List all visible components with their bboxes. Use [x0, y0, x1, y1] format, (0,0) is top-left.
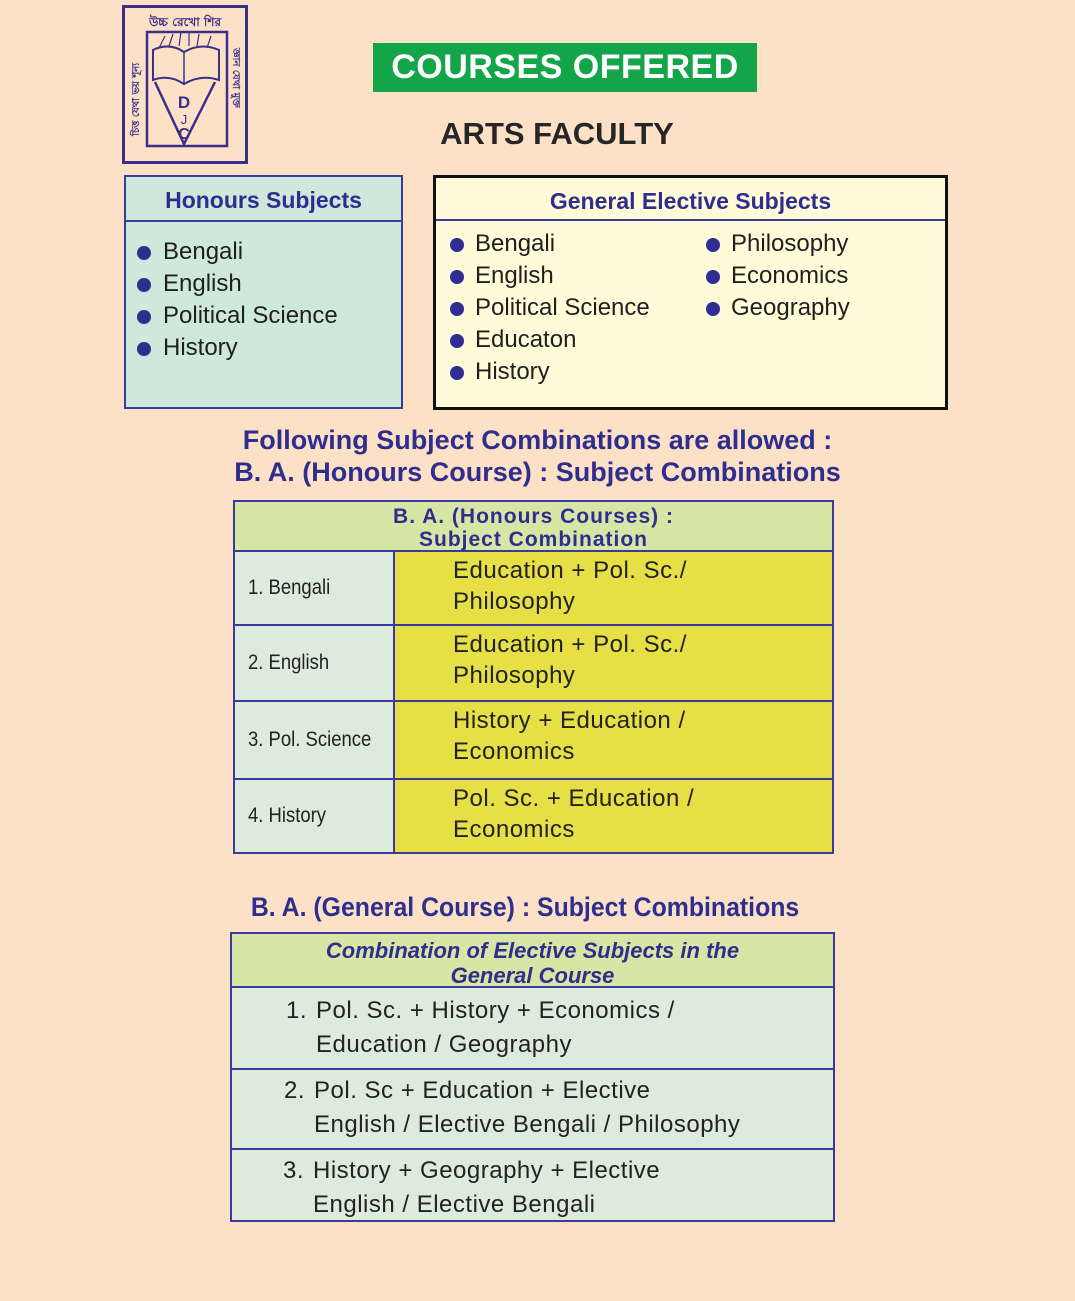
bullet-icon [137, 310, 151, 324]
bullet-icon [137, 342, 151, 356]
logo-left-text: চিত্ত যেথা ভয় শূন্য [131, 62, 142, 136]
table-row: 1. Pol. Sc. + History + Economics / Education / Geography [286, 997, 675, 1058]
list-item: History [436, 356, 686, 388]
combination-cell: Pol. Sc. + Education / Economics [395, 780, 832, 852]
elective-list-left [436, 228, 686, 388]
bullet-icon [706, 270, 720, 284]
general-table-header: Combination of Elective Subjects in the General Course [232, 934, 833, 988]
elective-list-right [692, 228, 942, 324]
bullet-icon [137, 278, 151, 292]
honours-table-header: B. A. (Honours Courses) : Subject Combination [235, 502, 832, 552]
honours-combination-table [233, 500, 834, 854]
logo-letter-d: D [177, 93, 191, 112]
list-item: Philosophy [692, 228, 942, 260]
combination-cell: History + Education / Economics [395, 702, 832, 778]
college-logo [122, 5, 248, 164]
bullet-icon [137, 246, 151, 260]
courses-offered-banner: COURSES OFFERED [373, 43, 757, 92]
table-row [235, 624, 832, 700]
subject-cell: 3. Pol. Science [235, 702, 395, 778]
bullet-icon [450, 366, 464, 380]
combination-cell: Education + Pol. Sc./ Philosophy [395, 626, 832, 700]
table-row: 3. History + Geography + Elective English / Elective Bengali [232, 1148, 833, 1220]
bullet-icon [706, 302, 720, 316]
list-item: Political Science [436, 292, 686, 324]
combination-cell: Education + Pol. Sc./ Philosophy [395, 552, 832, 624]
list-item: Bengali [436, 228, 686, 260]
combinations-heading [160, 424, 915, 488]
list-item: Educaton [436, 324, 686, 356]
arts-faculty-heading: ARTS FACULTY [440, 116, 674, 151]
table-row [235, 700, 832, 778]
list-item: English [436, 260, 686, 292]
combinations-heading-line2: B. A. (Honours Course) : Subject Combinations [234, 457, 841, 487]
subject-cell: 4. History [235, 780, 395, 852]
bullet-icon [450, 270, 464, 284]
general-elective-box [433, 175, 948, 410]
honours-subjects-list [126, 236, 401, 364]
subject-cell: 1. Bengali [235, 552, 395, 624]
bullet-icon [450, 238, 464, 252]
logo-letter-j: J [180, 112, 188, 127]
logo-letter-c: C [178, 126, 190, 143]
honours-subjects-title: Honours Subjects [126, 177, 401, 222]
general-course-heading: B. A. (General Course) : Subject Combinations [250, 892, 800, 922]
subject-cell: 2. English [235, 626, 395, 700]
list-item: Political Science [126, 300, 401, 332]
list-item: History [126, 332, 401, 364]
bullet-icon [450, 302, 464, 316]
logo-top-text: উচ্চ রেখো শির [148, 15, 222, 29]
honours-subjects-box [124, 175, 403, 409]
list-item: Geography [692, 292, 942, 324]
bullet-icon [706, 238, 720, 252]
list-item: Bengali [126, 236, 401, 268]
logo-right-text: জ্ঞান যেথা মুক্ত [230, 48, 241, 108]
general-combination-table [230, 932, 835, 1222]
list-item: English [126, 268, 401, 300]
table-row [235, 552, 832, 624]
combinations-heading-line1: Following Subject Combinations are allowed : [242, 425, 833, 455]
table-row [235, 778, 832, 852]
table-row: 2. Pol. Sc + Education + Elective English / Elective Bengali / Philosophy [232, 1068, 833, 1148]
general-elective-title: General Elective Subjects [436, 178, 945, 221]
bullet-icon [450, 334, 464, 348]
list-item: Economics [692, 260, 942, 292]
